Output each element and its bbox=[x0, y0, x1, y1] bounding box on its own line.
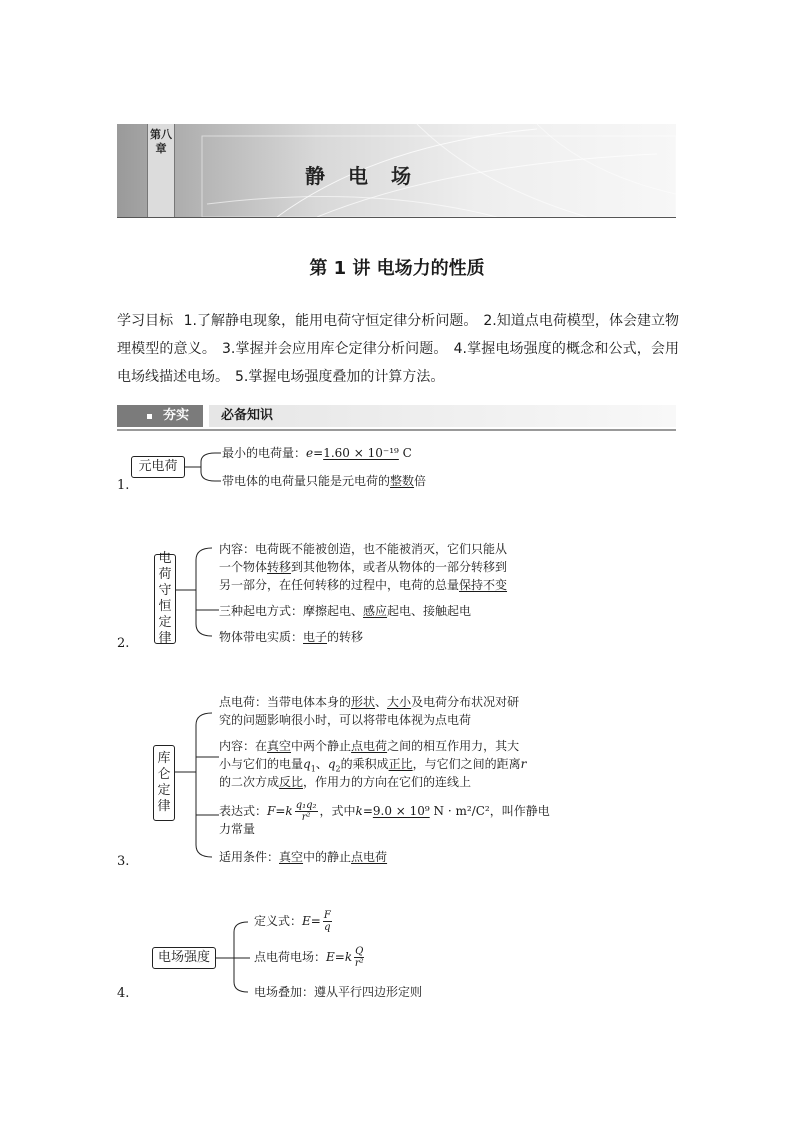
key-term: 真空 bbox=[279, 850, 304, 864]
item-number: 4. bbox=[117, 986, 130, 1001]
label-text: 、 bbox=[375, 695, 388, 709]
coulomb-expression-line-2: 力常量 bbox=[219, 822, 256, 836]
var-F: F bbox=[267, 804, 276, 818]
point-charge-line-2: 究的问题影响很小时，可以将带电体视为点电荷 bbox=[219, 713, 472, 727]
elementary-charge-line bbox=[222, 444, 412, 462]
conservation-content-line-3 bbox=[219, 576, 507, 594]
key-term: 大小 bbox=[387, 695, 412, 709]
label-text: 到其他物体，或者从物体的一部分转移到 bbox=[291, 560, 508, 574]
objective-item: 3.掌握并会应用库仑定律分析问题。 bbox=[221, 341, 448, 357]
concept-box-conservation-law bbox=[154, 551, 176, 646]
label-text: 点电荷电场： bbox=[254, 950, 327, 964]
point-charge-field-line bbox=[254, 946, 366, 969]
box-char: 定 bbox=[158, 615, 172, 630]
superposition-line: 电场叠加：遵从平行四边形定则 bbox=[254, 985, 423, 999]
label-text: 另一部分，在任何转移的过程中，电荷的总量 bbox=[219, 578, 460, 592]
subscript: 2 bbox=[335, 764, 341, 774]
key-term: 点电荷 bbox=[351, 739, 388, 753]
box-char: 仑 bbox=[157, 767, 171, 782]
fraction bbox=[323, 910, 332, 933]
var-e: e bbox=[306, 446, 314, 460]
numerator: Q bbox=[355, 946, 364, 957]
label-text: 最小的电荷量： bbox=[222, 446, 307, 460]
label-text: 物体带电实质： bbox=[219, 630, 304, 644]
var-k: k bbox=[344, 950, 353, 964]
label-text: 适用条件： bbox=[219, 850, 280, 864]
item-number: 1. bbox=[117, 478, 130, 493]
definition-formula-line bbox=[254, 910, 334, 933]
section-title: 必备知识 bbox=[207, 405, 676, 427]
key-term: 电子 bbox=[303, 630, 328, 644]
key-term: 转移 bbox=[267, 560, 292, 574]
key-term: 感应 bbox=[363, 604, 388, 618]
key-term: 点电荷 bbox=[351, 850, 388, 864]
var-k: k bbox=[285, 804, 293, 818]
conservation-content-line-1: 内容：电荷既不能被创造，也不能被消灭，它们只能从 bbox=[219, 542, 508, 556]
concept-box-elementary-charge: 元电荷 bbox=[131, 456, 185, 478]
conservation-content-line-2 bbox=[219, 558, 507, 576]
section-tag-label: 夯实 bbox=[163, 408, 190, 423]
label-text: 的二次方成 bbox=[219, 775, 280, 789]
eq-sign: = bbox=[334, 950, 345, 964]
key-value: 1.60 × 10⁻¹⁹ bbox=[323, 446, 399, 460]
box-char: 定 bbox=[157, 783, 171, 798]
coulomb-content-line-3 bbox=[219, 773, 471, 791]
label-text: 、 bbox=[315, 757, 328, 771]
denominator: q bbox=[324, 922, 331, 933]
label-text: 中两个静止 bbox=[291, 739, 352, 753]
item-number: 3. bbox=[117, 854, 130, 869]
coulomb-expression-line bbox=[219, 800, 550, 823]
key-term: 真空 bbox=[267, 739, 292, 753]
numerator: q₁q₂ bbox=[295, 800, 317, 811]
denominator: r² bbox=[301, 812, 311, 823]
label-text: 一个物体 bbox=[219, 560, 268, 574]
box-char: 库 bbox=[157, 751, 171, 766]
eq-sign: = bbox=[275, 804, 286, 818]
key-term: 形状 bbox=[351, 695, 376, 709]
chapter-tab-label: 第八章 bbox=[150, 128, 172, 155]
objectives-label: 学习目标 bbox=[117, 313, 174, 329]
var-q1: q bbox=[303, 757, 311, 771]
box-char: 律 bbox=[157, 799, 171, 814]
label-text: 倍 bbox=[414, 474, 427, 488]
box-char: 电 bbox=[158, 551, 172, 566]
label-text: 点电荷：当带电体本身的 bbox=[219, 695, 352, 709]
item-number: 2. bbox=[117, 636, 130, 651]
objective-item: 5.掌握电场强度叠加的计算方法。 bbox=[235, 369, 445, 385]
fraction bbox=[354, 946, 364, 969]
label-text: ，作用力的方向在它们的连线上 bbox=[303, 775, 472, 789]
label-text: 内容：在 bbox=[219, 739, 268, 753]
label-text: 的转移 bbox=[327, 630, 364, 644]
unit-text: C bbox=[398, 446, 412, 460]
denominator: r² bbox=[354, 958, 364, 969]
charging-methods-line bbox=[219, 602, 471, 620]
var-E: E bbox=[326, 950, 335, 964]
key-value: 9.0 × 10⁹ bbox=[372, 804, 430, 818]
fraction bbox=[295, 800, 318, 823]
label-text: 及电荷分布状况对研 bbox=[411, 695, 520, 709]
box-char: 律 bbox=[158, 631, 172, 646]
box-char: 恒 bbox=[158, 599, 172, 614]
box-char: 荷 bbox=[158, 567, 172, 582]
applicable-condition-line bbox=[219, 848, 387, 866]
label-text: ，式中 bbox=[319, 804, 356, 818]
chapter-title: 静 电 场 bbox=[305, 164, 419, 188]
label-text: 的乘积成 bbox=[340, 757, 389, 771]
box-char: 守 bbox=[158, 583, 172, 598]
coulomb-content-line-1 bbox=[219, 737, 519, 755]
objective-item: 2.知道点电荷模型，体会建立物理模型的意义。 bbox=[117, 313, 680, 357]
integer-multiple-line bbox=[222, 472, 426, 490]
lesson-title: 第 1 讲 电场力的性质 bbox=[309, 258, 485, 279]
objective-item: 4.掌握电场强度的概念和公式，会用电场线描述电场。 bbox=[117, 341, 680, 385]
eq-sign: = bbox=[310, 914, 321, 928]
numerator: F bbox=[323, 910, 331, 921]
charging-essence-line bbox=[219, 628, 363, 646]
label-text: 表达式： bbox=[219, 804, 268, 818]
concept-box-field-strength: 电场强度 bbox=[152, 947, 216, 969]
label-text: 三种起电方式：摩擦起电、 bbox=[219, 604, 364, 618]
concept-box-coulomb-law bbox=[153, 745, 175, 821]
eq-sign: = bbox=[362, 804, 373, 818]
var-q2: q bbox=[327, 757, 336, 771]
var-E: E bbox=[302, 914, 311, 928]
key-term: 整数 bbox=[390, 474, 415, 488]
var-r: r bbox=[520, 757, 527, 771]
label-text: 小与它们的电量 bbox=[219, 757, 304, 771]
label-text: 定义式： bbox=[254, 914, 303, 928]
label-text: 起电、接触起电 bbox=[387, 604, 472, 618]
key-term: 保持不变 bbox=[459, 578, 508, 592]
point-charge-line-1 bbox=[219, 693, 519, 711]
eq-sign: = bbox=[313, 446, 324, 460]
var-k: k bbox=[355, 804, 363, 818]
label-text: 之间的相互作用力，其大 bbox=[387, 739, 520, 753]
unit-text: N · m²/C²，叫作静电 bbox=[429, 804, 550, 818]
label-text: 带电体的电荷量只能是元电荷的 bbox=[222, 474, 391, 488]
key-term: 正比 bbox=[388, 757, 413, 771]
label-text: 中的静止 bbox=[303, 850, 352, 864]
objective-item: 1.了解静电现象，能用电荷守恒定律分析问题。 bbox=[183, 313, 478, 329]
key-term: 反比 bbox=[279, 775, 304, 789]
subscript: 1 bbox=[310, 764, 316, 774]
label-text: ，与它们之间的距离 bbox=[412, 757, 521, 771]
